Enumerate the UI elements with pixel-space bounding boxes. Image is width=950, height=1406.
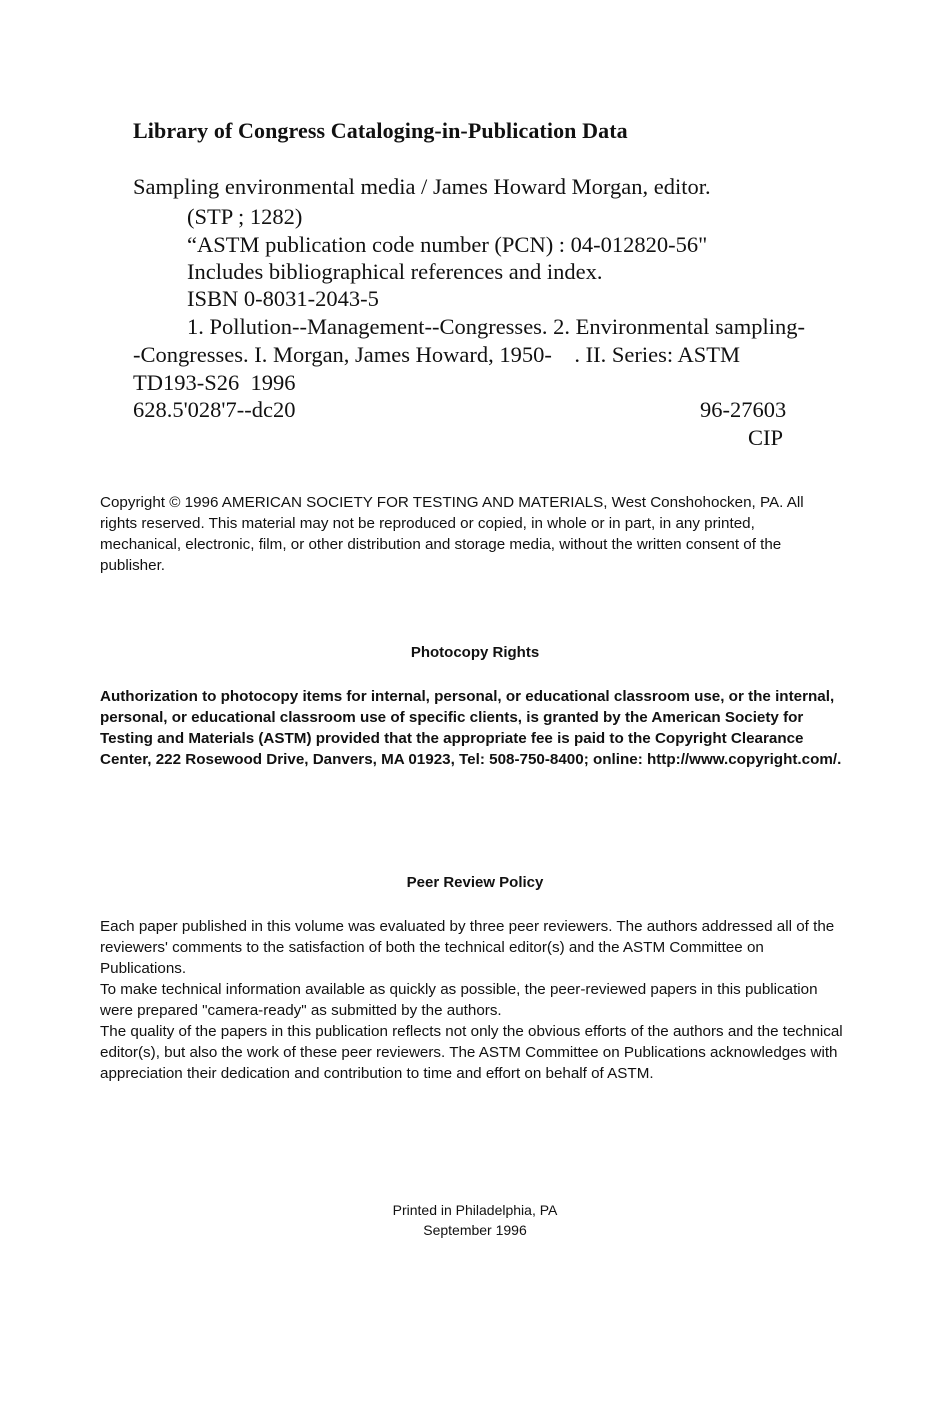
- peer-review-title: Peer Review Policy: [406, 874, 544, 891]
- peer-review-body: [100, 916, 850, 1084]
- copyright-notice: Copyright © 1996 AMERICAN SOCIETY FOR TESTING AND MATERIALS, West Conshohocken, PA. All rights reserved. This material may not be reproduced or copied, in whole or in part, in any printed, mechanical, electronic, film, or other distribution and storage media, without the written consent of the publisher.: [100, 494, 804, 574]
- cip-lccn: 96-27603: [700, 397, 787, 422]
- cip-heading: Library of Congress Cataloging-in-Publication Data: [133, 118, 628, 143]
- photocopy-rights-title: Photocopy Rights: [410, 644, 540, 661]
- imprint-place: Printed in Philadelphia, PA: [392, 1202, 558, 1218]
- cip-call-number: TD193-S26 1996: [133, 370, 296, 395]
- cip-title-line: Sampling environmental media / James Howard Morgan, editor.: [133, 174, 711, 199]
- cip-dewey-number: 628.5'028'7--dc20: [133, 397, 296, 422]
- peer-review-paragraph-1: Each paper published in this volume was evaluated by three peer reviewers. The authors addressed all of the reviewers' comments to the satisfaction of both the technical editor(s) and the ASTM Committee on Publications.: [100, 918, 835, 977]
- photocopy-rights-text: Authorization to photocopy items for internal, personal, or educational classroom use, or the internal, personal, or educational classroom use of specific clients, is granted by the American Society for Testing and Materials (ASTM) provided that the appropriate fee is paid to the Copyright Clearance Center, 222 Rosewood Drive, Danvers, MA 01923, Tel: 508-750-8400; online: http://www.copyright.com/.: [100, 688, 842, 768]
- cip-series-line: (STP ; 1282): [187, 204, 303, 229]
- cip-label: CIP: [748, 425, 784, 450]
- imprint-date: September 1996: [423, 1222, 527, 1238]
- cip-subjects-line-2: -Congresses. I. Morgan, James Howard, 1950- . II. Series: ASTM: [133, 342, 741, 367]
- imprint: [0, 1200, 950, 1240]
- peer-review-paragraph-2: To make technical information available as quickly as possible, the peer-reviewed papers in this publication were prepared "camera-ready" as submitted by the authors.: [100, 981, 818, 1019]
- cip-subjects-line-1: 1. Pollution--Management--Congresses. 2. Environmental sampling-: [187, 314, 806, 339]
- cip-includes-line: Includes bibliographical references and index.: [187, 259, 603, 284]
- cip-isbn-line: ISBN 0-8031-2043-5: [187, 286, 379, 311]
- peer-review-paragraph-3: The quality of the papers in this publication reflects not only the obvious efforts of the authors and the technical editor(s), but also the work of these peer reviewers. The ASTM Committee on Publications acknowledges with appreciation their dedication and contribution to time and effort on behalf of ASTM.: [100, 1023, 843, 1082]
- cip-pcn-line: “ASTM publication code number (PCN) : 04-012820-56": [187, 232, 708, 257]
